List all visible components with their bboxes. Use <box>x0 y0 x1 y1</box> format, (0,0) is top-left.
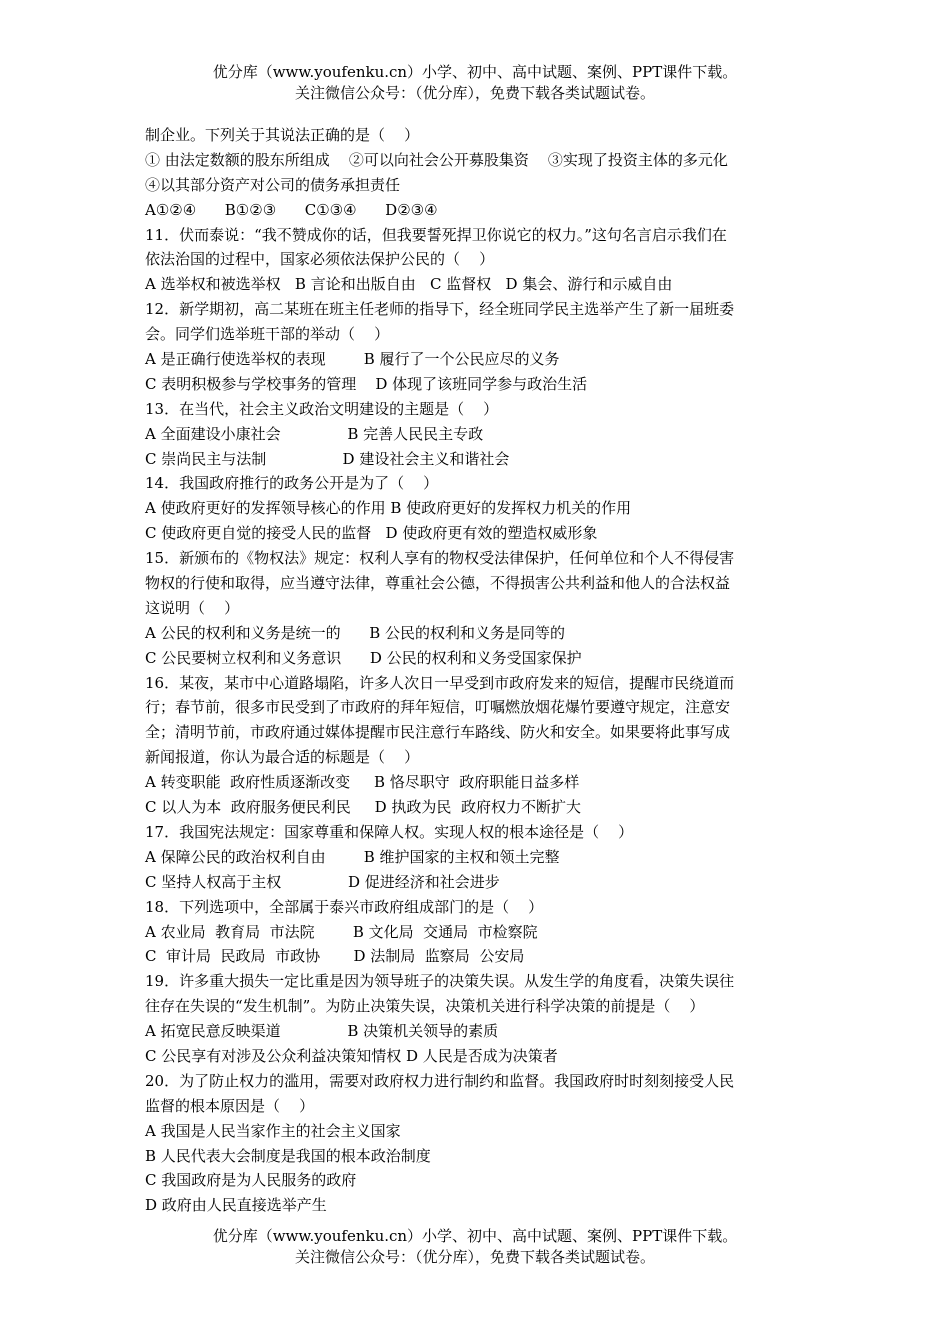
options-line: A 农业局 教育局 市法院 B 文化局 交通局 市检察院 <box>145 922 538 941</box>
text-line: A①②④ B①②③ C①③④ D②③④ <box>145 200 438 219</box>
option-c: C 我国政府是为人民服务的政府 <box>145 1171 357 1190</box>
option-a: A 我国是人民当家作主的社会主义国家 <box>145 1121 401 1140</box>
text-line: 这说明（ ） <box>145 598 240 617</box>
options-line: A 转变职能 政府性质逐渐改变 B 恪尽职守 政府职能日益多样 <box>145 773 580 792</box>
footer-line-1: 优分库（www.youfenku.cn）小学、初中、高中试题、案例、PPT课件下载。 <box>212 1227 738 1245</box>
question-17: 17．我国宪法规定：国家尊重和保障人权。实现人权的根本途径是（ ） <box>145 822 634 841</box>
text-line: 行；春节前，很多市民受到了市政府的拜年短信，叮嘱燃放烟花爆竹要遵守规定，注意安 <box>145 698 731 717</box>
text-line: ① 由法定数额的股东所组成 ②可以向社会公开募股集资 ③实现了投资主体的多元化 <box>145 150 728 169</box>
question-15: 15．新颁布的《物权法》规定：权利人享有的物权受法律保护，任何单位和个人不得侵害 <box>145 549 735 568</box>
text-line: ④以其部分资产对公司的债务承担责任 <box>145 175 401 194</box>
question-11: 11．伏而泰说：“我不赞成你的话，但我要誓死捍卫你说它的权力。”这句名言启示我们在 <box>145 225 727 244</box>
text-line: 监督的根本原因是（ ） <box>145 1096 315 1115</box>
text-line: 制企业。下列关于其说法正确的是（ ） <box>145 126 420 144</box>
header-line-1: 优分库（www.youfenku.cn）小学、初中、高中试题、案例、PPT课件下载。 <box>212 63 738 81</box>
question-14: 14．我国政府推行的政务公开是为了（ ） <box>145 474 439 493</box>
question-18: 18．下列选项中，全部属于泰兴市政府组成部门的是（ ） <box>145 897 544 916</box>
page-footer <box>0 1226 950 1268</box>
question-16: 16．某夜，某市中心道路塌陷，许多人次日一早受到市政府发来的短信，提醒市民绕道而 <box>145 673 735 692</box>
footer-line-2: 关注微信公众号：（优分库），免费下载各类试题试卷。 <box>294 1248 655 1266</box>
question-19: 19．许多重大损失一定比重是因为领导班子的决策失误。从发生学的角度看，决策失误往 <box>145 972 735 991</box>
options-line: C 公民享有对涉及公众利益决策知情权 D 人民是否成为决策者 <box>145 1046 558 1065</box>
options-line: A 拓宽民意反映渠道 B 决策机关领导的素质 <box>145 1022 499 1041</box>
options-line: A 保障公民的政治权利自由 B 维护国家的主权和领土完整 <box>145 847 560 866</box>
question-13: 13．在当代，社会主义政治文明建设的主题是（ ） <box>145 399 499 418</box>
option-b: B 人民代表大会制度是我国的根本政治制度 <box>145 1146 431 1165</box>
question-20: 20．为了防止权力的滥用，需要对政府权力进行制约和监督。我国政府时时刻刻接受人民 <box>145 1071 735 1090</box>
header-line-2: 关注微信公众号：（优分库），免费下载各类试题试卷。 <box>294 84 655 102</box>
exam-content <box>145 123 810 1218</box>
page-header <box>0 62 950 104</box>
options-line: C 坚持人权高于主权 D 促进经济和社会进步 <box>145 872 500 891</box>
options-line: A 选举权和被选举权 B 言论和出版自由 C 监督权 D 集会、游行和示威自由 <box>145 275 673 294</box>
options-line: C 使政府更自觉的接受人民的监督 D 使政府更有效的塑造权威形象 <box>145 524 598 543</box>
option-d: D 政府由人民直接选举产生 <box>145 1196 327 1215</box>
options-line: A 全面建设小康社会 B 完善人民民主专政 <box>145 424 484 443</box>
options-line: C 表明积极参与学校事务的管理 D 体现了该班同学参与政治生活 <box>145 374 588 393</box>
options-line: A 公民的权利和义务是统一的 B 公民的权利和义务是同等的 <box>145 623 566 642</box>
options-line: A 是正确行使选举权的表现 B 履行了一个公民应尽的义务 <box>145 350 560 369</box>
text-line: 往存在失误的“发生机制”。为防止决策失误，决策机关进行科学决策的前提是（ ） <box>145 997 705 1016</box>
options-line: C 公民要树立权利和义务意识 D 公民的权利和义务受国家保护 <box>145 648 582 667</box>
options-line: A 使政府更好的发挥领导核心的作用 B 使政府更好的发挥权力机关的作用 <box>145 499 632 518</box>
question-12: 12．新学期初，高二某班在班主任老师的指导下，经全班同学民主选举产生了新一届班委 <box>145 300 735 319</box>
text-line: 新闻报道，你认为最合适的标题是（ ） <box>145 748 420 767</box>
text-line: 全；清明节前，市政府通过媒体提醒市民注意行车路线、防火和安全。如果要将此事写成 <box>145 723 731 742</box>
options-line: C 崇尚民主与法制 D 建设社会主义和谐社会 <box>145 449 510 468</box>
options-line: C 审计局 民政局 市政协 D 法制局 监察局 公安局 <box>145 947 525 966</box>
options-line: C 以人为本 政府服务便民利民 D 执政为民 政府权力不断扩大 <box>145 798 581 817</box>
text-line: 物权的行使和取得，应当遵守法律，尊重社会公德，不得损害公共利益和他人的合法权益 <box>145 574 731 593</box>
text-line: 依法治国的过程中，国家必须依法保护公民的（ ） <box>145 250 495 269</box>
text-line: 会。同学们选举班干部的举动（ ） <box>145 325 390 344</box>
